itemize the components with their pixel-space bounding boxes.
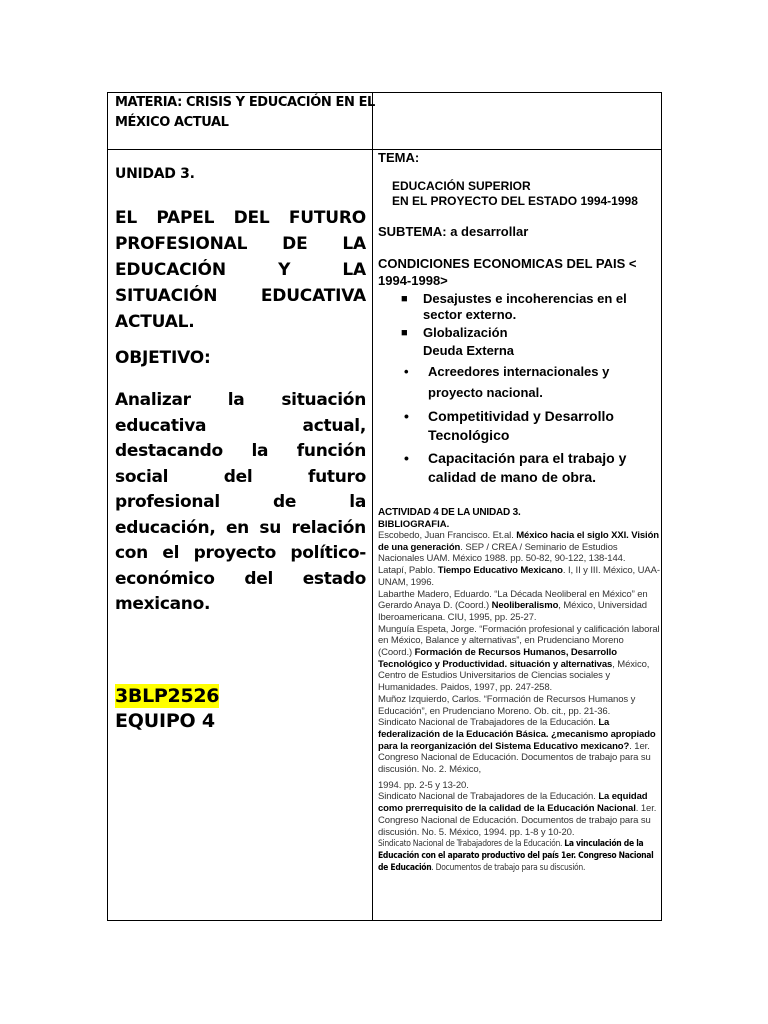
materia-heading: MATERIA: CRISIS Y EDUCACIÓN EN EL MÉXICO ACTUAL	[115, 95, 375, 130]
list-item: • Acreedores internacionales y proyecto nacional.	[378, 361, 660, 403]
square-bullet-icon: ■	[401, 293, 408, 305]
bibliography-entry: Sindicato Nacional de Trabajadores de la Educación. La equidad como prerrequisito de la calidad de la Educación Nacional. 1er. Congreso Nacional de Educación. Documentos de trabajo para su discusión. No. 5. México, 1994. pp. 1-8 y 10-20.	[378, 791, 657, 838]
list-item: • Capacitación para el trabajo y calidad de mano de obra.	[404, 450, 627, 485]
list-item: • Competitividad y Desarrollo Tecnológico	[404, 408, 614, 443]
bibliography-list	[378, 530, 660, 874]
equipo-label: EQUIPO 4	[115, 709, 215, 732]
square-bullet-icon: ■	[401, 327, 408, 339]
objetivo-label: OBJETIVO:	[115, 348, 211, 368]
column-divider	[372, 93, 373, 920]
group-code-highlight: 3BLP2526	[115, 684, 220, 707]
unidad-title: EL PAPEL DEL FUTURO PROFESIONAL DE LA EDUCACIÓN Y LA SITUACIÓN EDUCATIVA ACTUAL.	[115, 208, 366, 332]
bibliografia-heading: BIBLIOGRAFIA.	[378, 519, 450, 530]
bibliography-entry: 1994. pp. 2-5 y 13-20.	[378, 779, 469, 791]
document-table	[107, 92, 662, 921]
subtema: SUBTEMA: a desarrollar	[378, 224, 529, 239]
bibliography-entry: Latapí, Pablo. Tiempo Educativo Mexicano. I, II y III. México, UAA-UNAM, 1996.	[378, 565, 660, 588]
right-column	[378, 149, 660, 874]
deuda-externa: Deuda Externa	[423, 343, 515, 358]
list-item: ■ Desajustes e incoherencias en el sector externo.	[401, 291, 627, 322]
bibliography-entry: Sindicato Nacional de Trabajadores de la Educación. La vinculación de la Educación con el aparato productivo del país 1er. Congreso Nacional de Educación. Documentos de trabajo para su discusión.	[378, 839, 654, 874]
bibliography-entry: Munguía Espeta, Jorge. “Formación profesional y calificación laboral en México, Balance y alternativas”, en Prudenciano Moreno (Coord.) Formación de Recursos Humanos, Desarrollo Tecnológico y Productividad. situación y alternativas, México, Centro de Estudios Universitarios de Ciencias sociales y Humanidades. Paidos, 1997, pp. 247-258.	[378, 623, 660, 694]
bibliography-entry: Labarthe Madero, Eduardo. “La Década Neoliberal en México” en Gerardo Anaya D. (Coord.) Neoliberalismo, México, Universidad Iberoamericana. CIU, 1995, pp. 25-27.	[378, 588, 648, 623]
bibliography-entry: Escobedo, Juan Francisco. Et.al. México hacia el siglo XXI. Visión de una generación. SEP / CREA / Seminario de Estudios Nacionales UAM. México 1988. pp. 50-82, 90-122, 138-144.	[378, 530, 659, 565]
bibliography-entry: Sindicato Nacional de Trabajadores de la Educación. La federalización de la Educación Básica. ¿mecanismo apropiado para la reorganización del Sistema Educativo mexicano?. 1er. Congreso Nacional de Educación. Documentos de trabajo para su discusión. No. 2. México,	[378, 717, 656, 776]
bullet-icon: •	[404, 408, 409, 424]
bullet-icon: •	[404, 450, 409, 466]
actividad-heading: ACTIVIDAD 4 DE LA UNIDAD 3.	[378, 507, 521, 518]
tema-text	[378, 179, 660, 209]
dot-bullet-list	[378, 361, 660, 487]
bullet-icon: •	[404, 364, 409, 379]
left-column	[115, 163, 366, 734]
objetivo-text: Analizar la situación educativa actual, destacando la función social del futuro profesional de la educación, en su relación con el proyecto político-económico del estado mexicano.	[115, 390, 366, 614]
unidad-label: UNIDAD 3.	[115, 166, 195, 182]
condiciones-heading: CONDICIONES ECONOMICAS DEL PAIS < 1994-1998>	[378, 256, 637, 288]
tema-label: TEMA:	[378, 150, 420, 165]
square-bullet-list	[378, 291, 660, 341]
tema-line-2: EN EL PROYECTO DEL ESTADO 1994-1998	[392, 194, 638, 208]
bibliography-entry: Muñoz Izquierdo, Carlos. “Formación de Recursos Humanos y Educación”, en Prudenciano Moreno. Ob. cit., pp. 21-36.	[378, 693, 636, 717]
list-item: ■ Globalización	[401, 325, 508, 340]
tema-line-1: EDUCACIÓN SUPERIOR	[392, 179, 531, 193]
